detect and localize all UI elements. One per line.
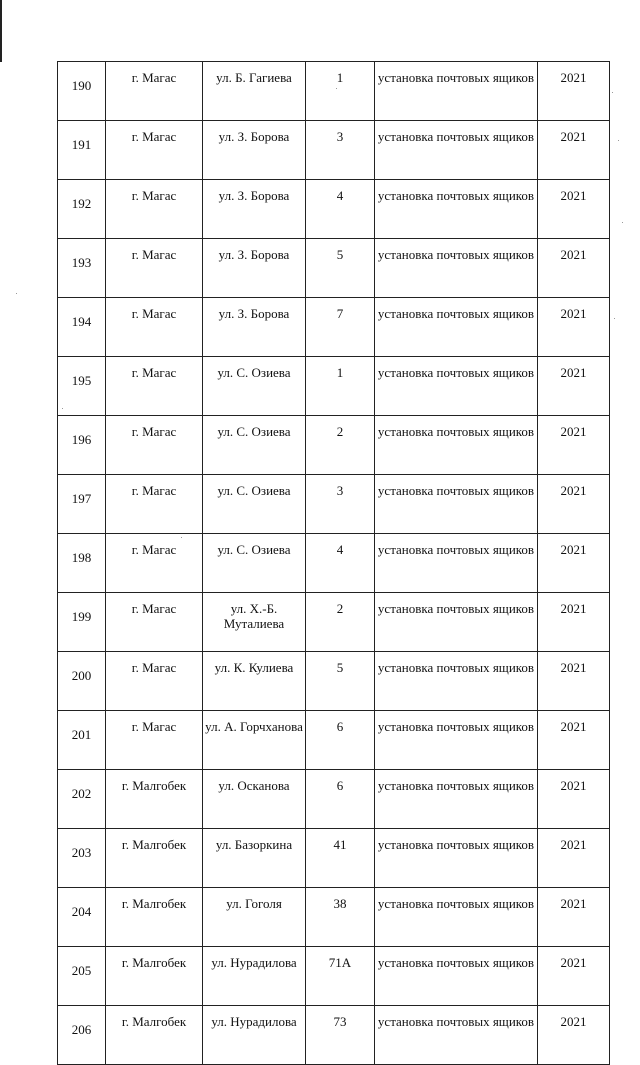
street-cell: ул. Б. Гагиева [203,62,306,121]
year-cell: 2021 [538,770,610,829]
work-type-cell: установка почтовых ящиков [375,829,538,888]
house-number-cell: 4 [306,534,375,593]
house-number-cell: 38 [306,888,375,947]
house-number-cell: 3 [306,475,375,534]
row-number-cell: 194 [58,298,106,357]
table-row [58,1006,610,1065]
scan-speck [622,222,623,223]
street-cell: ул. Нурадилова [203,1006,306,1065]
row-number-cell: 190 [58,62,106,121]
year-cell: 2021 [538,298,610,357]
row-number-cell: 203 [58,829,106,888]
year-cell: 2021 [538,62,610,121]
row-number-cell: 200 [58,652,106,711]
house-number-cell: 2 [306,416,375,475]
street-cell: ул. А. Горчханова [203,711,306,770]
work-type-cell: установка почтовых ящиков [375,180,538,239]
city-cell: г. Малгобек [106,770,203,829]
year-cell: 2021 [538,239,610,298]
city-cell: г. Магас [106,121,203,180]
year-cell: 2021 [538,180,610,239]
year-cell: 2021 [538,416,610,475]
row-number-cell: 205 [58,947,106,1006]
house-number-cell: 1 [306,62,375,121]
table-row [58,593,610,652]
row-number-cell: 201 [58,711,106,770]
year-cell: 2021 [538,829,610,888]
table-row [58,711,610,770]
work-type-cell: установка почтовых ящиков [375,357,538,416]
house-number-cell: 5 [306,239,375,298]
year-cell: 2021 [538,652,610,711]
city-cell: г. Магас [106,239,203,298]
table-row [58,357,610,416]
house-number-cell: 6 [306,711,375,770]
street-cell: ул. С. Озиева [203,534,306,593]
work-type-cell: установка почтовых ящиков [375,416,538,475]
street-cell: ул. Осканова [203,770,306,829]
year-cell: 2021 [538,711,610,770]
city-cell: г. Магас [106,298,203,357]
row-number-cell: 192 [58,180,106,239]
work-type-cell: установка почтовых ящиков [375,770,538,829]
work-type-cell: установка почтовых ящиков [375,947,538,1006]
street-cell: ул. З. Борова [203,239,306,298]
scan-speck [16,293,17,294]
scan-speck [612,92,613,93]
city-cell: г. Малгобек [106,829,203,888]
scan-edge-mark [0,0,2,62]
row-number-cell: 193 [58,239,106,298]
street-cell: ул. К. Кулиева [203,652,306,711]
table-row [58,121,610,180]
street-cell: ул. З. Борова [203,121,306,180]
table-row [58,534,610,593]
house-number-cell: 71А [306,947,375,1006]
table-body [58,62,610,1065]
table-row [58,180,610,239]
city-cell: г. Магас [106,652,203,711]
row-number-cell: 199 [58,593,106,652]
table-row [58,888,610,947]
city-cell: г. Магас [106,475,203,534]
table-row [58,416,610,475]
street-cell: ул. Нурадилова [203,947,306,1006]
table-row [58,652,610,711]
street-cell: ул. С. Озиева [203,416,306,475]
city-cell: г. Магас [106,416,203,475]
work-type-cell: установка почтовых ящиков [375,475,538,534]
city-cell: г. Магас [106,357,203,416]
house-number-cell: 5 [306,652,375,711]
row-number-cell: 196 [58,416,106,475]
row-number-cell: 195 [58,357,106,416]
city-cell: г. Малгобек [106,888,203,947]
city-cell: г. Малгобек [106,1006,203,1065]
table-row [58,298,610,357]
work-type-cell: установка почтовых ящиков [375,534,538,593]
year-cell: 2021 [538,475,610,534]
street-cell: ул. З. Борова [203,180,306,239]
table-row [58,770,610,829]
year-cell: 2021 [538,534,610,593]
row-number-cell: 206 [58,1006,106,1065]
street-cell: ул. З. Борова [203,298,306,357]
row-number-cell: 198 [58,534,106,593]
street-cell: ул. С. Озиева [203,357,306,416]
city-cell: г. Магас [106,534,203,593]
street-cell: ул. С. Озиева [203,475,306,534]
city-cell: г. Магас [106,62,203,121]
year-cell: 2021 [538,121,610,180]
house-number-cell: 1 [306,357,375,416]
year-cell: 2021 [538,593,610,652]
table-row [58,239,610,298]
house-number-cell: 7 [306,298,375,357]
table-row [58,829,610,888]
house-number-cell: 6 [306,770,375,829]
house-number-cell: 3 [306,121,375,180]
city-cell: г. Малгобек [106,947,203,1006]
street-cell: ул. Базоркина [203,829,306,888]
year-cell: 2021 [538,1006,610,1065]
street-cell: ул. Гоголя [203,888,306,947]
work-type-cell: установка почтовых ящиков [375,239,538,298]
street-cell: ул. Х.-Б. Муталиева [203,593,306,652]
row-number-cell: 197 [58,475,106,534]
work-type-cell: установка почтовых ящиков [375,1006,538,1065]
work-type-cell: установка почтовых ящиков [375,888,538,947]
table-row [58,947,610,1006]
addresses-table [57,61,610,1065]
house-number-cell: 73 [306,1006,375,1065]
row-number-cell: 191 [58,121,106,180]
scan-speck [618,140,619,141]
year-cell: 2021 [538,888,610,947]
house-number-cell: 41 [306,829,375,888]
work-type-cell: установка почтовых ящиков [375,62,538,121]
year-cell: 2021 [538,947,610,1006]
work-type-cell: установка почтовых ящиков [375,121,538,180]
table-row [58,475,610,534]
city-cell: г. Магас [106,711,203,770]
city-cell: г. Магас [106,593,203,652]
city-cell: г. Магас [106,180,203,239]
work-type-cell: установка почтовых ящиков [375,593,538,652]
work-type-cell: установка почтовых ящиков [375,711,538,770]
work-type-cell: установка почтовых ящиков [375,298,538,357]
table-row [58,62,610,121]
work-type-cell: установка почтовых ящиков [375,652,538,711]
row-number-cell: 202 [58,770,106,829]
house-number-cell: 4 [306,180,375,239]
year-cell: 2021 [538,357,610,416]
scan-speck [614,318,615,319]
house-number-cell: 2 [306,593,375,652]
row-number-cell: 204 [58,888,106,947]
